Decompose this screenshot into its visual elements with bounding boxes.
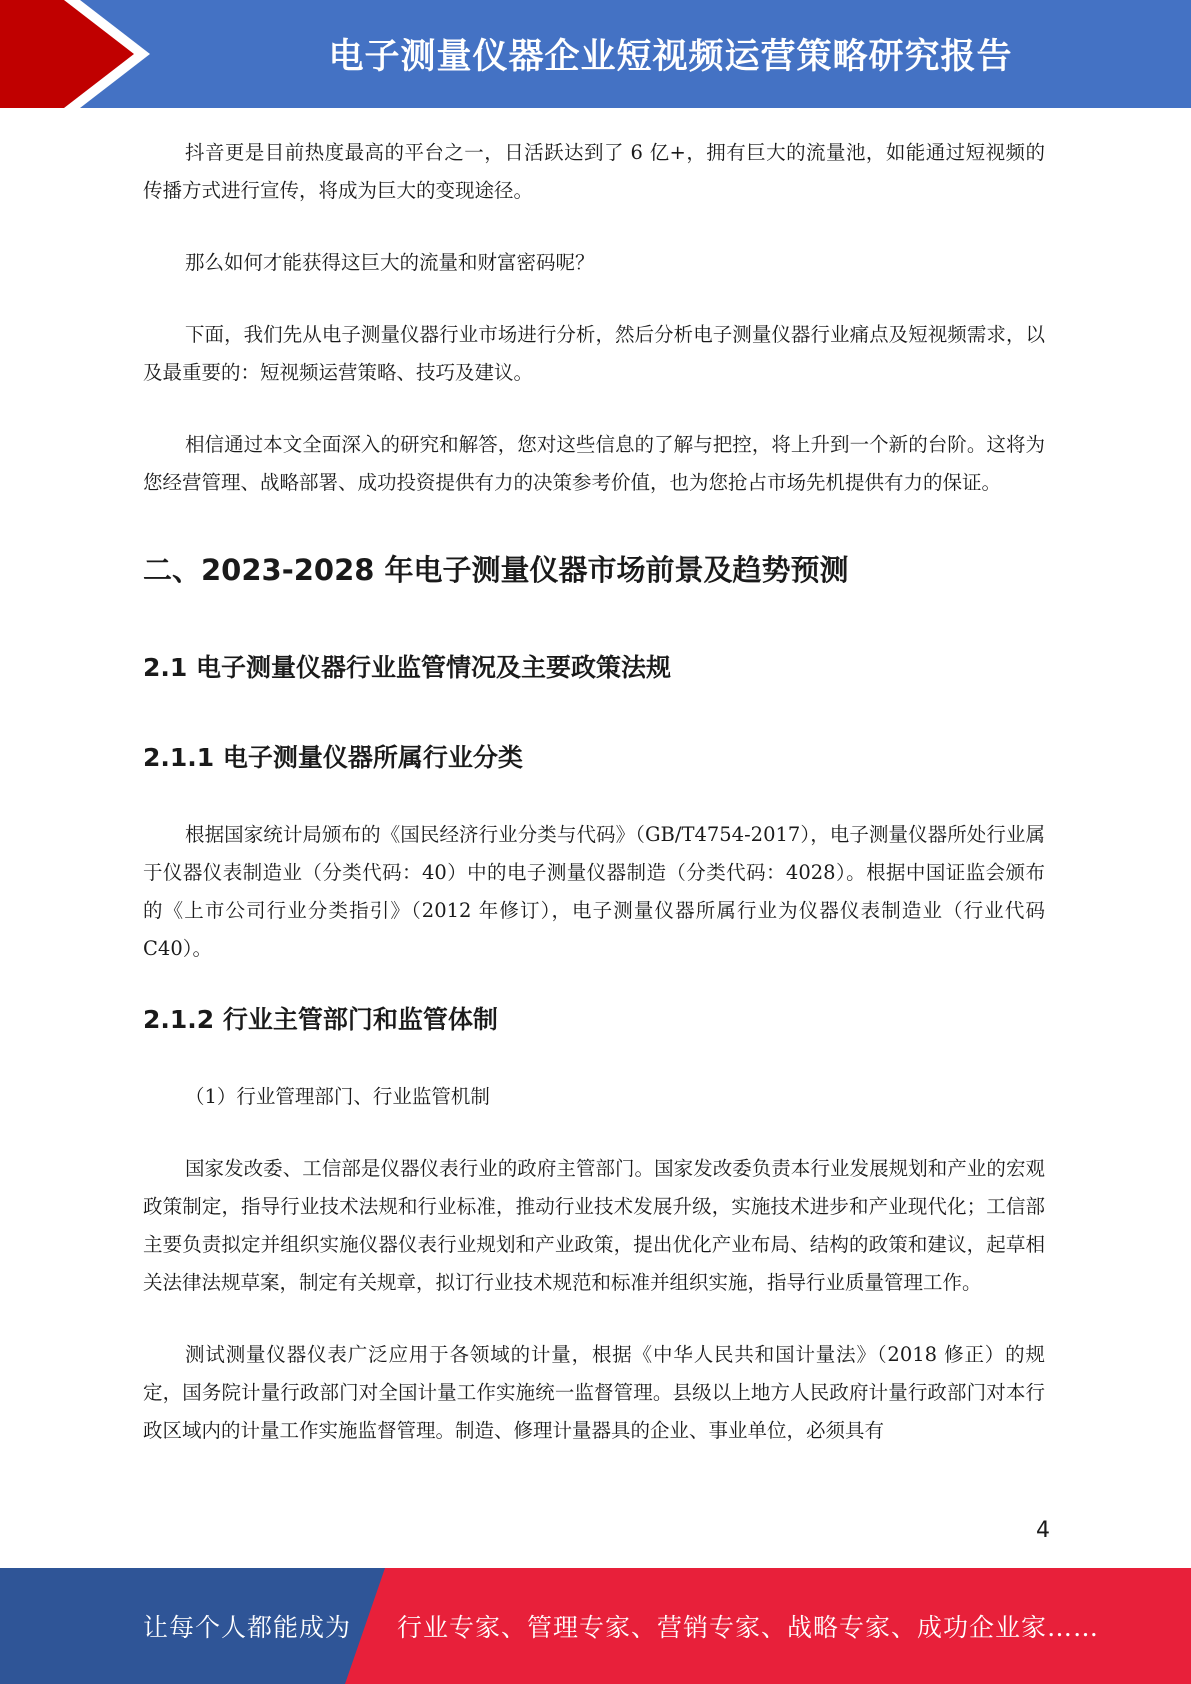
list-item-management-departments: （1）行业管理部门、行业监管机制 — [185, 1085, 490, 1108]
paragraph-douyin-traffic: 抖音更是目前热度最高的平台之一，日活跃达到了 6 亿+，拥有巨大的流量池，如能通过短视频的传播方式进行宣传，将成为巨大的变现途径。 — [143, 141, 1045, 202]
subsection-heading-2-1-2: 2.1.2 行业主管部门和监管体制 — [143, 1005, 498, 1034]
page-header — [0, 0, 1191, 110]
paragraph-analysis-intro: 下面，我们先从电子测量仪器行业市场进行分析，然后分析电子测量仪器行业痛点及短视频需求，以及最重要的：短视频运营策略、技巧及建议。 — [143, 323, 1045, 384]
footer-slogan-left: 让每个人都能成为 — [143, 1613, 352, 1642]
subsection-heading-2-1-1: 2.1.1 电子测量仪器所属行业分类 — [143, 743, 523, 772]
section-heading-2: 二、2023-2028 年电子测量仪器市场前景及趋势预测 — [143, 553, 849, 587]
paragraph-industry-classification: 根据国家统计局颁布的《国民经济行业分类与代码》（GB/T4754-2017），电子测量仪器所处行业属于仪器仪表制造业（分类代码：40）中的电子测量仪器制造（分类代码：4028）。根据中国证监会颁布的《上市公司行业分类指引》（2012 年修订），电子测量仪器所属行业为仪器仪表制造业（行业代码 C40）。 — [143, 823, 1045, 960]
paragraph-question: 那么如何才能获得这巨大的流量和财富密码呢？ — [185, 251, 595, 274]
paragraph-metrology-law: 测试测量仪器仪表广泛应用于各领域的计量，根据《中华人民共和国计量法》（2018 修正）的规定，国务院计量行政部门对全国计量工作实施统一监督管理。县级以上地方人民政府计量行政部门对本行政区域内的计量工作实施监督管理。制造、修理计量器具的企业、事业单位，必须具有 — [143, 1343, 1045, 1442]
paragraph-government-departments: 国家发改委、工信部是仪器仪表行业的政府主管部门。国家发改委负责本行业发展规划和产业的宏观政策制定，指导行业技术法规和行业标准，推动行业技术发展升级，实施技术进步和产业现代化；工信部主要负责拟定并组织实施仪器仪表行业规划和产业政策，提出优化产业布局、结构的政策和建议，起草相关法律法规草案，制定有关规章，拟订行业技术规范和标准并组织实施，指导行业质量管理工作。 — [143, 1157, 1045, 1294]
page-footer — [0, 1568, 1191, 1684]
document-body — [143, 134, 1045, 1484]
footer-slogan-right: 行业专家、管理专家、营销专家、战略专家、成功企业家…… — [397, 1613, 1100, 1642]
page-number: 4 — [1036, 1518, 1050, 1543]
paragraph-value-statement: 相信通过本文全面深入的研究和解答，您对这些信息的了解与把控，将上升到一个新的台阶。这将为您经营管理、战略部署、成功投资提供有力的决策参考价值，也为您抢占市场先机提供有力的保证。 — [143, 433, 1045, 494]
subsection-heading-2-1: 2.1 电子测量仪器行业监管情况及主要政策法规 — [143, 653, 671, 682]
document-title: 电子测量仪器企业短视频运营策略研究报告 — [328, 37, 1013, 77]
